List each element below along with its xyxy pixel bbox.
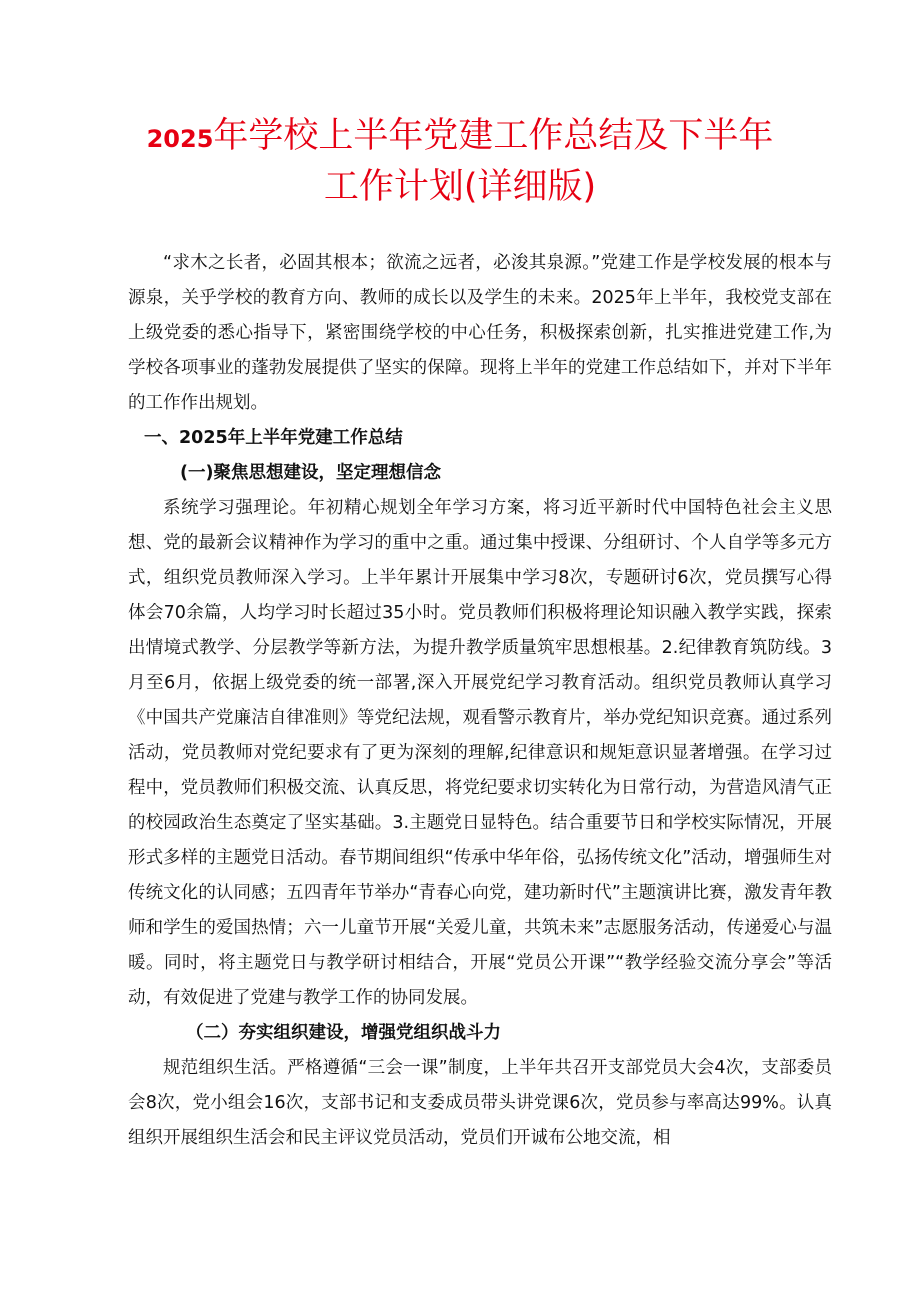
subsection-2-heading: （二）夯实组织建设，增强党组织战斗力 <box>186 1023 501 1043</box>
document-body <box>128 246 832 1156</box>
document-title <box>0 112 920 211</box>
subsection-1-body: 系统学习强理论。年初精心规划全年学习方案，将习近平新时代中国特色社会主义思想、党的最新会议精神作为学习的重中之重。通过集中授课、分组研讨、个人自学等多元方式，组织党员教师深入学习。上半年累计开展集中学习8次，专题研讨6次，党员撰写心得体会70余篇，人均学习时长超过35小时。党员教师们积极将理论知识融入教学实践，探索出情境式教学、分层教学等新方法，为提升教学质量筑牢思想根基。2.纪律教育筑防线。3月至6月，依据上级党委的统一部署,深入开展党纪学习教育活动。组织党员教师认真学习《中国共产党廉洁自律准则》等党纪法规，观看警示教育片，举办党纪知识竞赛。通过系列活动，党员教师对党纪要求有了更为深刻的理解,纪律意识和规矩意识显著增强。在学习过程中，党员教师们积极交流、认真反思，将党纪要求切实转化为日常行动，为营造风清气正的校园政治生态奠定了坚实基础。3.主题党日显特色。结合重要节日和学校实际情况，开展形式多样的主题党日活动。春节期间组织“传承中华年俗，弘扬传统文化”活动，增强师生对传统文化的认同感；五四青年节举办“青春心向党，建功新时代”主题演讲比赛，激发青年教师和学生的爱国热情；六一儿童节开展“关爱儿童，共筑未来”志愿服务活动，传递爱心与温暖。同时，将主题党日与教学研讨相结合，开展“党员公开课”“教学经验交流分享会”等活动，有效促进了党建与教学工作的协同发展。 <box>128 498 832 1008</box>
subsection-1-heading: (一)聚焦思想建设，坚定理想信念 <box>180 463 441 483</box>
title-year: 2025 <box>146 125 214 153</box>
section-1-heading: 一、2025年上半年党建工作总结 <box>144 428 403 448</box>
subsection-2-body: 规范组织生活。严格遵循“三会一课”制度，上半年共召开支部党员大会4次，支部委员会8次，党小组会16次，支部书记和支委成员带头讲党课6次，党员参与率高达99%。认真组织开展组织生活会和民主评议党员活动，党员们开诚布公地交流，相 <box>128 1058 832 1148</box>
title-line-2: 工作计划(详细版) <box>323 167 597 207</box>
title-line-1-text: 年学校上半年党建工作总结及下半年 <box>213 116 774 156</box>
intro-paragraph: “求木之长者，必固其根本；欲流之远者，必浚其泉源。”党建工作是学校发展的根本与源泉，关乎学校的教育方向、教师的成长以及学生的未来。2025年上半年，我校党支部在上级党委的悉心指导下，紧密围绕学校的中心任务，积极探索创新，扎实推进党建工作,为学校各项事业的蓬勃发展提供了坚实的保障。现将上半年的党建工作总结如下，并对下半年的工作作出规划。 <box>128 253 832 413</box>
title-line-1 <box>0 112 920 163</box>
